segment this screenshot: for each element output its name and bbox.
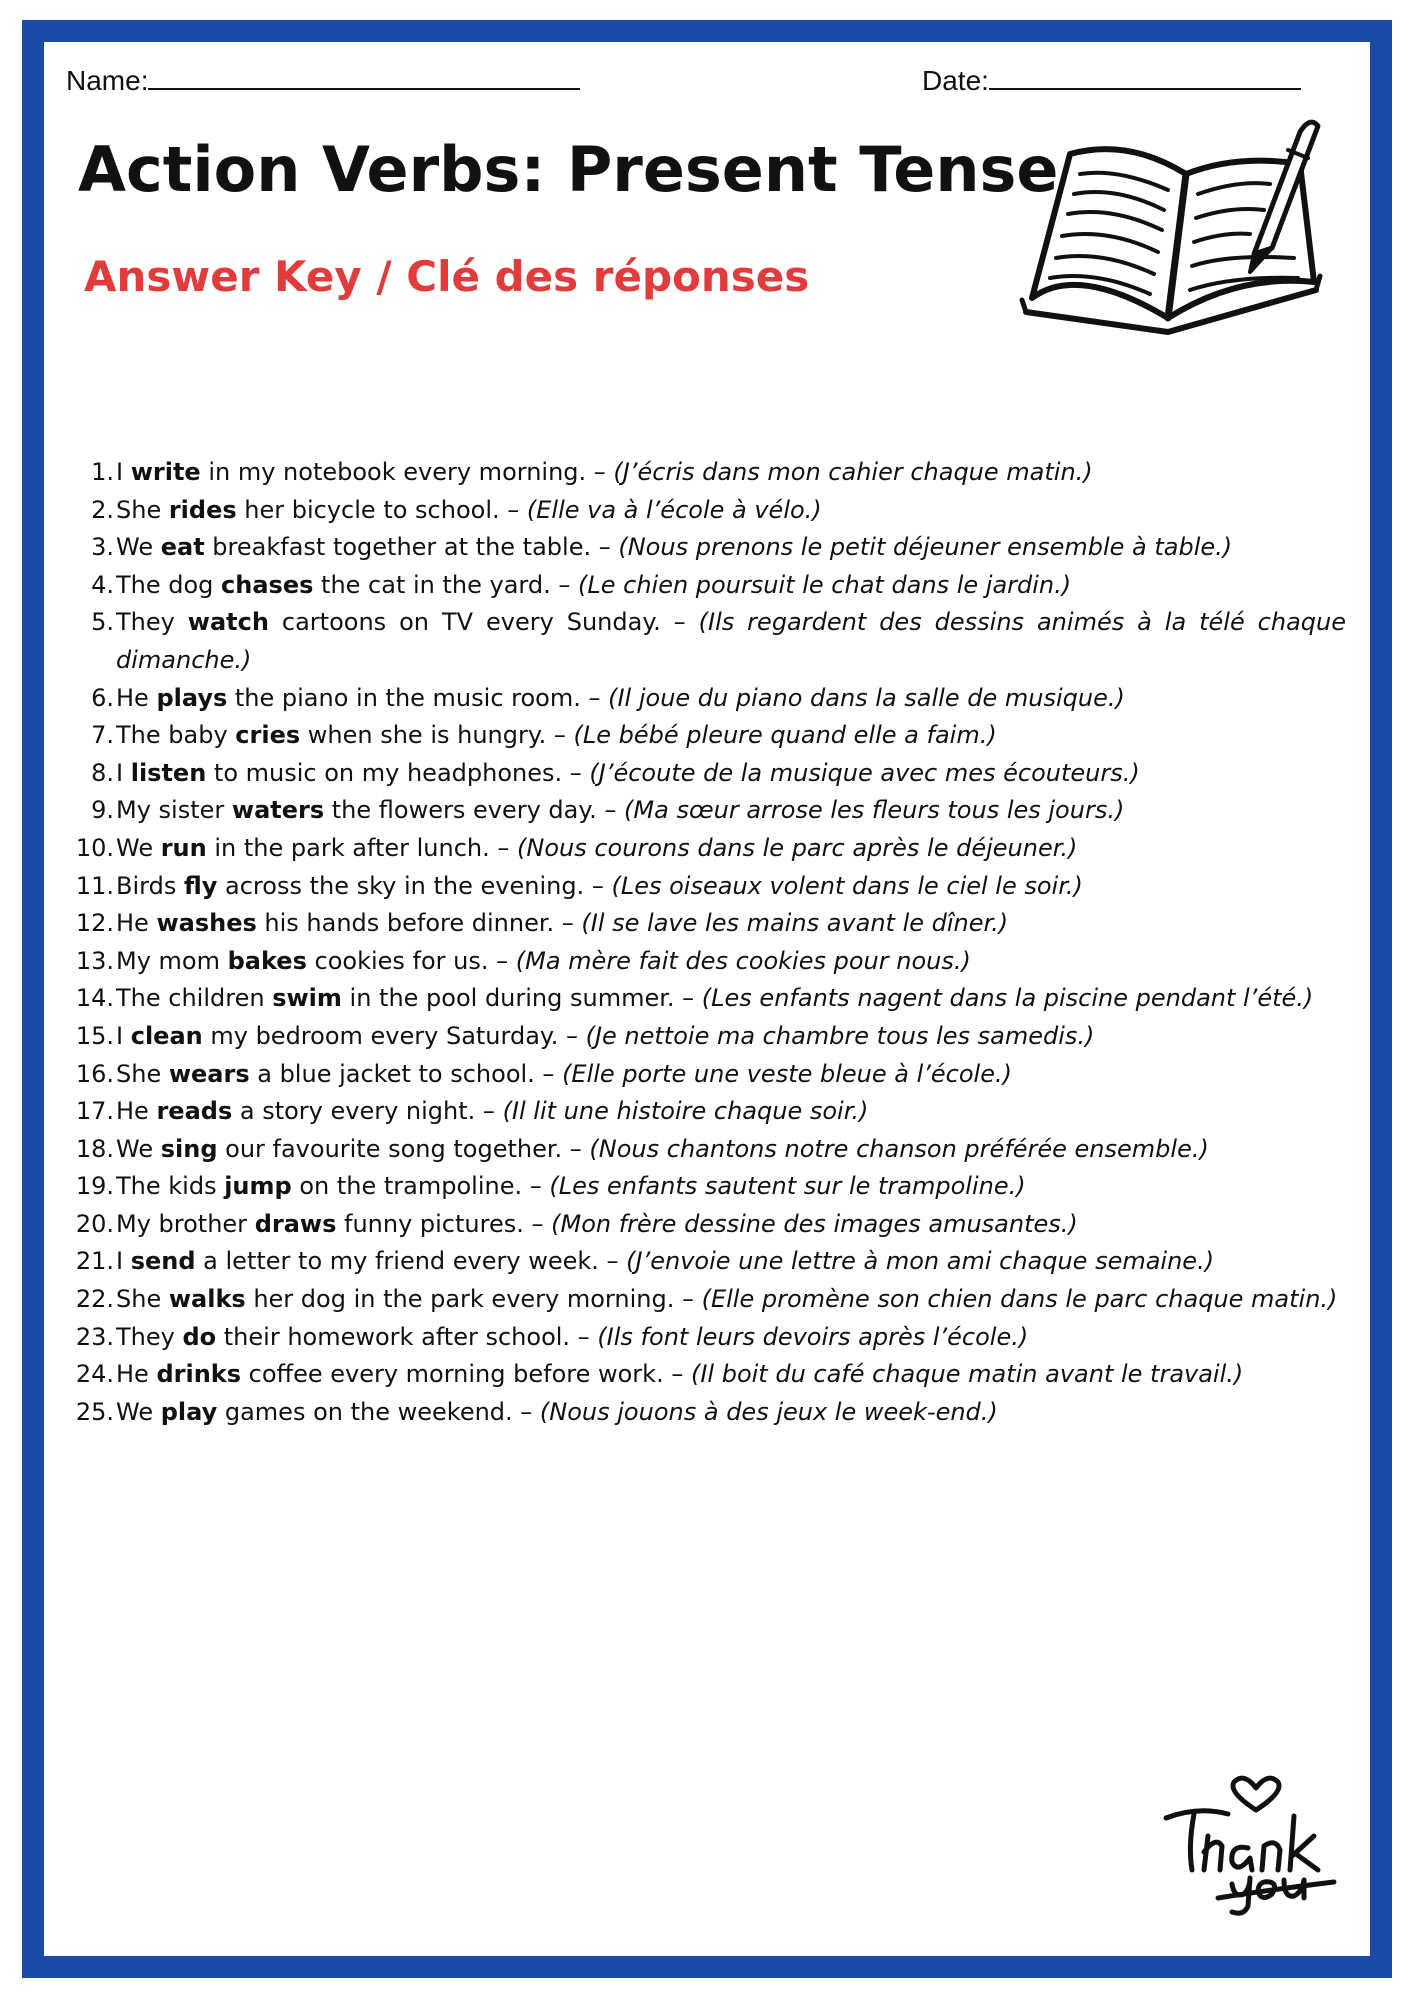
verb: washes [156, 909, 257, 938]
list-item: 1. I write in my notebook every morning. – (J’écris dans mon cahier chaque matin.) [91, 458, 1093, 486]
verb: listen [130, 758, 207, 787]
page-title: Action Verbs: Present Tense [78, 133, 1059, 206]
name-label: Name: [66, 65, 149, 96]
translation: (Elle porte une veste bleue à l’école.) [562, 1059, 1012, 1088]
list-item: 24. He drinks coffee every morning before work. – (Il boit du café chaque matin avant le travail.) [75, 1360, 1244, 1389]
translation: (Il joue du piano dans la salle de musique.) [608, 683, 1125, 712]
list-item: 19. The kids jump on the trampoline. – (Les enfants sautent sur le trampoline.) [75, 1172, 1026, 1201]
translation: (Nous courons dans le parc après le déjeuner.) [517, 833, 1078, 862]
verb: write [130, 458, 201, 486]
list-item: 18. We sing our favourite song together. – (Nous chantons notre chanson préférée ensemble.) [75, 1134, 1209, 1163]
list-item: 20. My brother draws funny pictures. – (Mon frère dessine des images amusantes.) [75, 1209, 1078, 1238]
verb: play [160, 1397, 218, 1426]
verb: clean [130, 1021, 203, 1050]
translation: (Il se lave les mains avant le dîner.) [581, 909, 1009, 938]
answer-list [72, 454, 1346, 1431]
list-item: 21. I send a letter to my friend every week. – (J’envoie une lettre à mon ami chaque semaine.) [75, 1247, 1215, 1276]
date-field[interactable] [922, 62, 1301, 97]
verb: drinks [156, 1360, 242, 1389]
translation: (J’écris dans mon cahier chaque matin.) [613, 458, 1093, 486]
list-item: 22. She walks her dog in the park every morning. – (Elle promène son chien dans le parc chaque matin.) [75, 1285, 1338, 1314]
translation: (Les enfants nagent dans la piscine pendant l’été.) [701, 984, 1314, 1013]
translation: (J’envoie une lettre à mon ami chaque semaine.) [626, 1247, 1215, 1276]
verb: run [160, 833, 207, 862]
list-item: 13. My mom bakes cookies for us. – (Ma mère fait des cookies pour nous.) [75, 946, 971, 975]
translation: (Mon frère dessine des images amusantes.) [551, 1209, 1078, 1238]
translation: (Il lit une histoire chaque soir.) [502, 1097, 869, 1126]
list-item: 7. The baby cries when she is hungry. – (Le bébé pleure quand elle a faim.) [91, 721, 997, 750]
name-blank-line[interactable] [148, 62, 580, 90]
list-item: 9. My sister waters the flowers every day. – (Ma sœur arrose les fleurs tous les jours.) [91, 796, 1125, 825]
translation: (Le bébé pleure quand elle a faim.) [573, 721, 997, 750]
list-item: 3. We eat breakfast together at the table. – (Nous prenons le petit déjeuner ensemble à table.) [91, 533, 1233, 562]
verb: waters [231, 796, 325, 825]
list-item: 25. We play games on the weekend. – (Nous jouons à des jeux le week-end.) [75, 1397, 998, 1426]
date-label: Date: [922, 65, 989, 96]
verb: chases [221, 570, 314, 599]
verb: cries [235, 721, 301, 750]
verb: reads [156, 1097, 233, 1126]
verb: swim [272, 984, 342, 1013]
translation: (Je nettoie ma chambre tous les samedis.) [585, 1021, 1095, 1050]
translation: (Il boit du café chaque matin avant le travail.) [690, 1360, 1244, 1389]
translation: (Ma mère fait des cookies pour nous.) [515, 946, 971, 975]
verb: bakes [227, 946, 307, 975]
list-item: 14. The children swim in the pool during summer. – (Les enfants nagent dans la piscine pendant l’été.) [75, 984, 1314, 1013]
translation: (Nous prenons le petit déjeuner ensemble à table.) [618, 533, 1233, 562]
verb: do [182, 1322, 217, 1351]
list-item: 12. He washes his hands before dinner. – (Il se lave les mains avant le dîner.) [75, 909, 1009, 938]
translation: (Les oiseaux volent dans le ciel le soir.) [611, 871, 1083, 900]
list-item: 5. They watch cartoons on TV every Sunday. – (Ils regardent des dessins animés à la télé chaque dimanche.) [91, 608, 1347, 674]
list-item: 6. He plays the piano in the music room. – (Il joue du piano dans la salle de musique.) [91, 683, 1125, 712]
list-item: 11. Birds fly across the sky in the evening. – (Les oiseaux volent dans le ciel le soir.) [75, 871, 1083, 900]
list-item: 2. She rides her bicycle to school. – (Elle va à l’école à vélo.) [91, 495, 822, 524]
thank-you-handwritten-logo [1158, 1766, 1348, 1916]
translation: (Nous chantons notre chanson préférée ensemble.) [589, 1134, 1209, 1163]
list-item: 8. I listen to music on my headphones. – (J’écoute de la musique avec mes écouteurs.) [91, 758, 1140, 787]
translation: (Elle va à l’école à vélo.) [526, 495, 822, 524]
translation: (Ma sœur arrose les fleurs tous les jours.) [624, 796, 1125, 825]
translation: (Nous jouons à des jeux le week-end.) [539, 1397, 998, 1426]
verb: fly [183, 871, 218, 900]
open-book-icon [1018, 114, 1330, 338]
translation: (J’écoute de la musique avec mes écouteurs.) [589, 758, 1140, 787]
name-field[interactable] [66, 62, 580, 97]
list-item: 4. The dog chases the cat in the yard. – (Le chien poursuit le chat dans le jardin.) [91, 570, 1072, 599]
verb: wears [168, 1059, 250, 1088]
verb: plays [156, 683, 228, 712]
verb: watch [187, 608, 269, 637]
date-blank-line[interactable] [989, 62, 1301, 90]
translation: (Elle promène son chien dans le parc chaque matin.) [701, 1285, 1338, 1314]
list-item: 16. She wears a blue jacket to school. – (Elle porte une veste bleue à l’école.) [75, 1059, 1012, 1088]
translation: (Ils font leurs devoirs après l’école.) [597, 1322, 1029, 1351]
translation: (Ils regardent des dessins animés à la télé chaque dimanche.) [116, 608, 1347, 674]
verb: eat [160, 533, 205, 562]
verb: jump [224, 1172, 292, 1201]
list-item: 15. I clean my bedroom every Saturday. – (Je nettoie ma chambre tous les samedis.) [75, 1021, 1095, 1050]
list-item: 10. We run in the park after lunch. – (Nous courons dans le parc après le déjeuner.) [75, 833, 1078, 862]
verb: draws [254, 1209, 337, 1238]
translation: (Le chien poursuit le chat dans le jardin.) [578, 570, 1072, 599]
verb: send [130, 1247, 196, 1276]
verb: sing [160, 1134, 218, 1163]
answer-key-subtitle: Answer Key / Clé des réponses [84, 252, 810, 301]
translation: (Les enfants sautent sur le trampoline.) [549, 1172, 1026, 1201]
list-item: 23. They do their homework after school. – (Ils font leurs devoirs après l’école.) [75, 1322, 1029, 1351]
verb: walks [168, 1285, 246, 1314]
list-item: 17. He reads a story every night. – (Il lit une histoire chaque soir.) [75, 1097, 869, 1126]
verb: rides [168, 495, 237, 524]
